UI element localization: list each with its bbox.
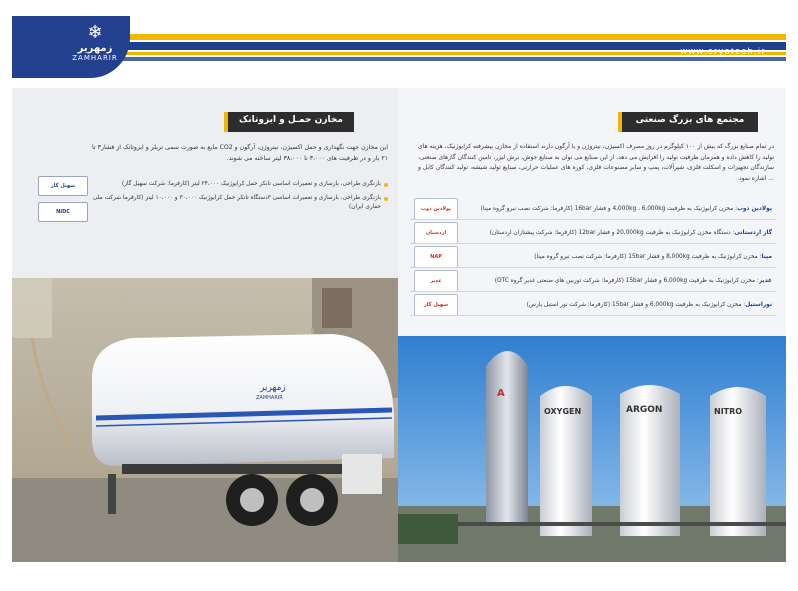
brand-logo <box>60 24 130 72</box>
logo-panel <box>12 16 130 78</box>
client-name: گاز اردستانی <box>734 230 772 236</box>
tanker-truck-photo <box>12 278 398 562</box>
bullet-item: بازنگری طراحی، بازسازی و تعمیرات اساسی ۳دستگاه تانکر حمل کرایوژنیک ۳۰،۰۰۰ و ۱۰،۰۰۰ لیتر (کارفرما شرکت ملی حفاری ایران) <box>92 194 388 213</box>
left-bullet-list <box>92 180 388 217</box>
tank-label-nitro: NITRO <box>714 407 743 416</box>
storage-tanks-photo <box>398 336 786 562</box>
svg-text:A: A <box>497 388 505 399</box>
section-title-transport-tanks: مخازن حمـل و ایزوتانک <box>224 112 354 132</box>
site-url[interactable]: www.cryotech.ir <box>680 46 766 56</box>
client-logo: NAP <box>414 246 458 268</box>
header-band <box>12 16 786 88</box>
tank-label-argon: ARGON <box>626 405 663 415</box>
client-detail: : دستگاه مخزن کرایوژنیک به ظرفیت 20,000kg و فشار 12bar (کارفرما: شرکت پیشتازان اردستان) <box>489 230 735 236</box>
badge-nidc: NIDC <box>38 202 88 222</box>
client-logo: غدیر <box>414 270 458 292</box>
brochure-spread <box>12 16 786 562</box>
client-name: نوراستیل <box>745 302 772 308</box>
truck-logo-en: ZAMHARIR <box>256 395 283 401</box>
client-detail: : مخزن کرایوژنیک به ظرفیت 6,000kg و فشار 15bar (کارفرما: شرکت توربین های صنعتی غدیر گروه OTC) <box>494 278 759 284</box>
left-paragraph: این مخازن جهت نگهداری و حمل اکسیژن، نیتروژن، آرگون و CO2 مایع به صورت سمی تریلر و ایزوتانک از فشار۳ تا ۲۱ بار و در ظرفیت های ۳،۰۰۰ تا ۳۸،۰۰۰ لیتر ساخته می شوند. <box>92 144 389 162</box>
bullet-item: بازنگری طراحی، بازسازی و تعمیرات اساسی تانکر حمل کرایوژنیک ۲۴،۰۰۰ لیتر (کارفرما: شرکت سهیل گاز) <box>92 180 388 190</box>
client-logo: سهیل گاز <box>414 294 458 316</box>
logo-text-en: ZAMHARIR <box>72 54 118 62</box>
left-page <box>12 88 398 562</box>
client-row <box>410 202 776 220</box>
tank-label-oxygen: OXYGEN <box>544 407 582 416</box>
right-paragraph: در تمام صنایع بزرگ که بیش از ۱۰۰ کیلوگرم در روز مصرف اکسیژن، نیتروژن و یا آرگون دارند استفاده از مخازن پیشرفته کرایوژنیک، هزینه های تولید را کاهش داده و همزمان ظرفیت تولید را افزایش می دهد. از این صنایع می توان به صنایع جوش، برش لیزر، تامین کنندگان گازهای صنعتی، سازندگان تجهیزات و اسکلت فلزی، شیرآلات، پمپ و سایر مصنوعات فلزی، کوره های عملیات حرارتی، صنایع تولید شیشه، تولید کنندگان کابل و ... اشاره نمود. <box>418 143 774 182</box>
logo-text-fa: زمهریر <box>77 43 113 54</box>
badge-soheil-gas: سهیل گاز <box>38 176 88 196</box>
client-logo: پولادین ذوب <box>414 198 458 220</box>
client-row <box>410 250 776 268</box>
section-title-industrial-complexes: مجتمع های بزرگ صنعتی <box>618 112 758 132</box>
client-detail: : مخزن کرایوژنیک به ظرفیت 4,000kg ، 6,000kg و فشار 16bar (کارفرما: شرکت نصب نیرو گروه مپنا) <box>480 206 738 212</box>
client-name: غدیر <box>758 278 772 284</box>
client-row <box>410 226 776 244</box>
client-name: مپنا <box>761 254 772 260</box>
client-row <box>410 274 776 292</box>
client-row <box>410 298 776 316</box>
client-logo: اردستان <box>414 222 458 244</box>
right-page <box>398 88 786 562</box>
truck-logo-fa: زمهریر <box>260 383 286 393</box>
client-detail: : مخزن کرایوژنیک به ظرفیت 8,000kg و فشار 15bar (کارفرما: شرکت نصب نیرو گروه مپنا) <box>534 254 762 260</box>
client-name: پولادین ذوب <box>737 206 772 212</box>
client-detail: : مخزن کرایوژنیک به ظرفیت 6,000kg و فشار 15bar (کارفرما: شرکت نور استیل پارس) <box>526 302 746 308</box>
snowflake-icon: ❄ <box>87 22 103 43</box>
